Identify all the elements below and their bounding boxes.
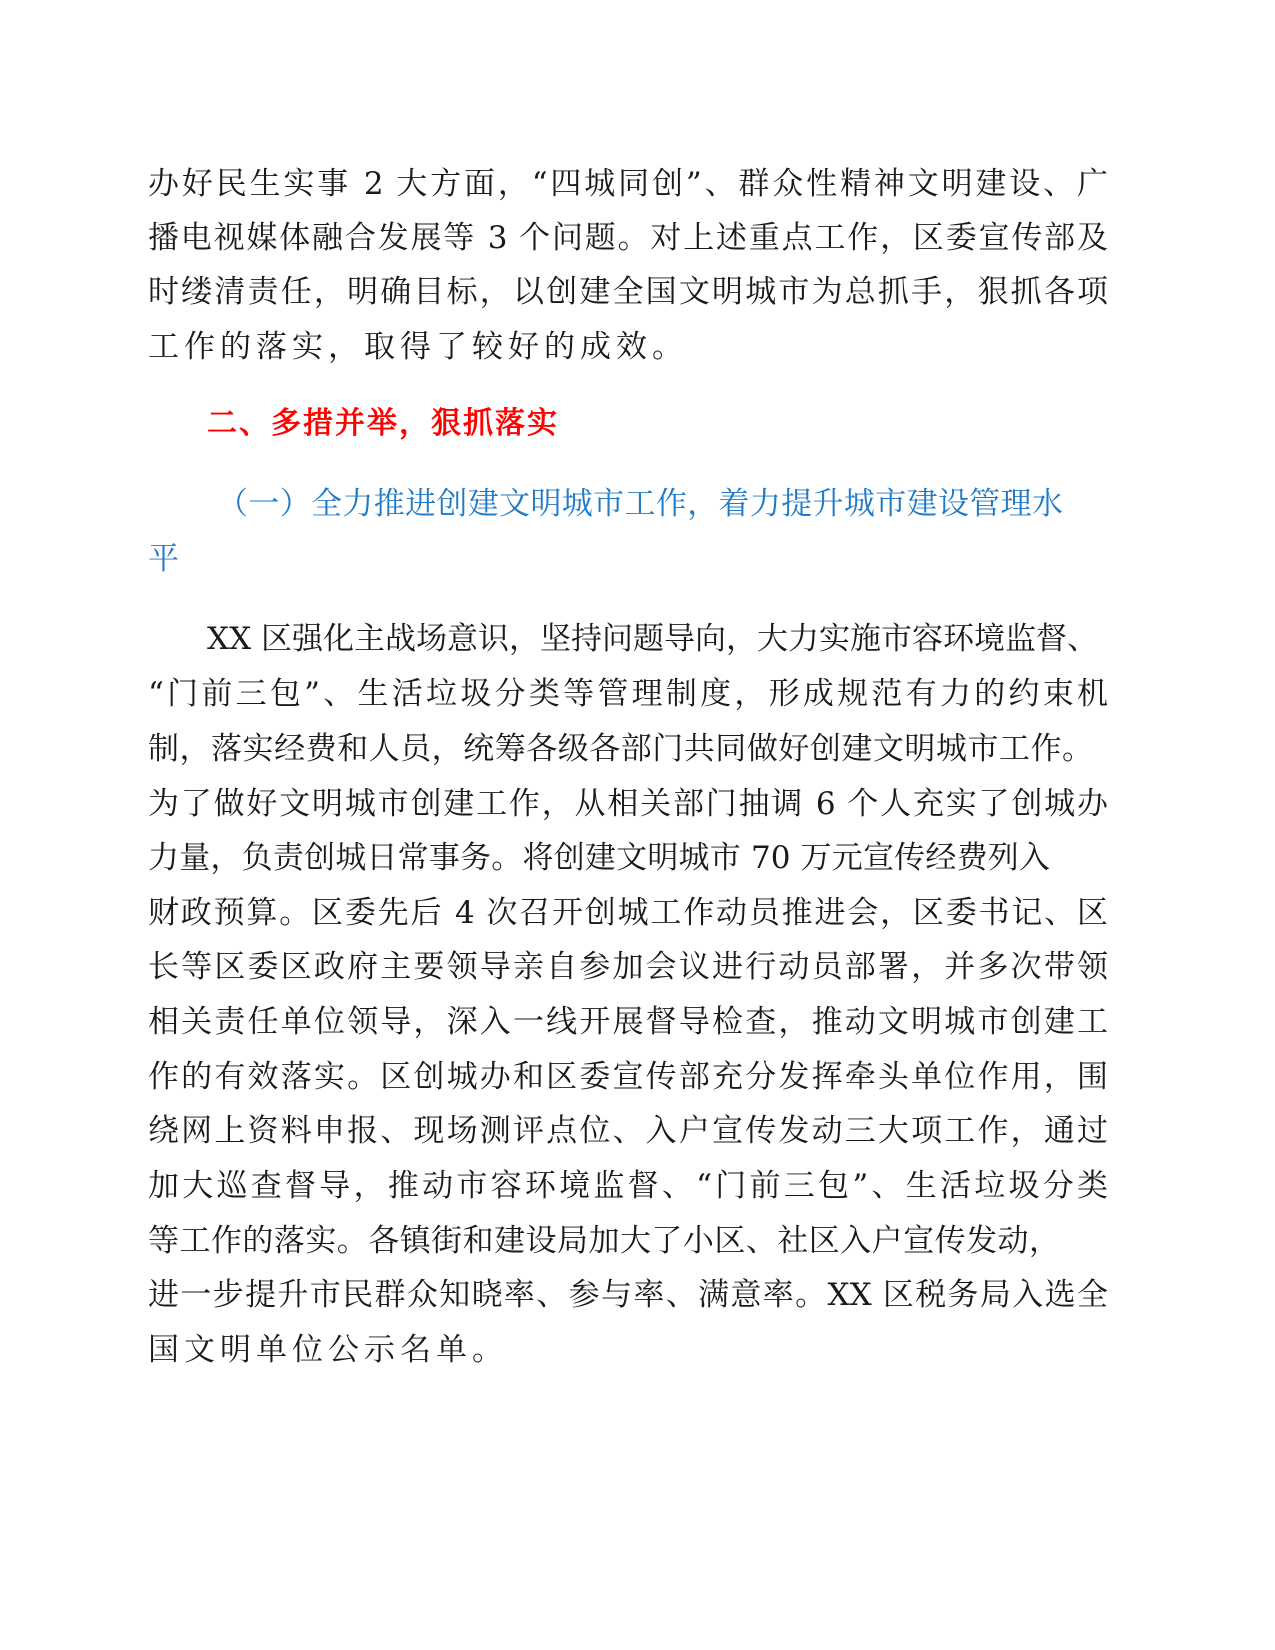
- body-line: 长等区委区政府主要领导亲自参加会议进行动员部署，并多次带领: [148, 949, 1108, 985]
- intro-line: 时缕清责任，明确目标，以创建全国文明城市为总抓手，狠抓各项: [148, 274, 1108, 310]
- body-line: 等工作的落实。各镇街和建设局加大了小区、社区入户宣传发动，: [148, 1223, 1060, 1259]
- intro-line: 办好民生实事 2 大方面，“四城同创”、群众性精神文明建设、广: [148, 166, 1108, 202]
- section-heading: 二、多措并举，狠抓落实: [207, 406, 559, 441]
- body-line: 力量，负责创城日常事务。将创建文明城市 70 万元宣传经费列入: [148, 840, 1050, 876]
- intro-line: 工作的落实，取得了较好的成效。: [148, 329, 688, 365]
- body-line: XX 区强化主战场意识，坚持问题导向，大力实施市容环境监督、: [207, 621, 1098, 657]
- body-line: 加大巡查督导，推动市容环境监督、“门前三包”、生活垃圾分类: [148, 1168, 1108, 1204]
- body-line: 财政预算。区委先后 4 次召开创城工作动员推进会，区委书记、区: [148, 895, 1108, 931]
- body-line: 作的有效落实。区创城办和区委宣传部充分发挥牵头单位作用，围: [148, 1059, 1108, 1095]
- body-line: 相关责任单位领导，深入一线开展督导检查，推动文明城市创建工: [148, 1004, 1108, 1040]
- body-line: 国文明单位公示名单。: [148, 1332, 508, 1368]
- body-line: 为了做好文明城市创建工作，从相关部门抽调 6 个人充实了创城办: [148, 786, 1108, 822]
- body-line: 制，落实经费和人员，统筹各级各部门共同做好创建文明城市工作。: [148, 731, 1093, 767]
- body-line: “门前三包”、生活垃圾分类等管理制度，形成规范有力的约束机: [148, 676, 1108, 712]
- subheading-line: 平: [148, 541, 179, 577]
- body-line: 进一步提升市民群众知晓率、参与率、满意率。XX 区税务局入选全: [148, 1277, 1108, 1313]
- intro-line: 播电视媒体融合发展等 3 个问题。对上述重点工作，区委宣传部及: [148, 220, 1108, 256]
- subheading-line: （一）全力推进创建文明城市工作，着力提升城市建设管理水: [217, 486, 1063, 522]
- body-line: 绕网上资料申报、现场测评点位、入户宣传发动三大项工作，通过: [148, 1113, 1108, 1149]
